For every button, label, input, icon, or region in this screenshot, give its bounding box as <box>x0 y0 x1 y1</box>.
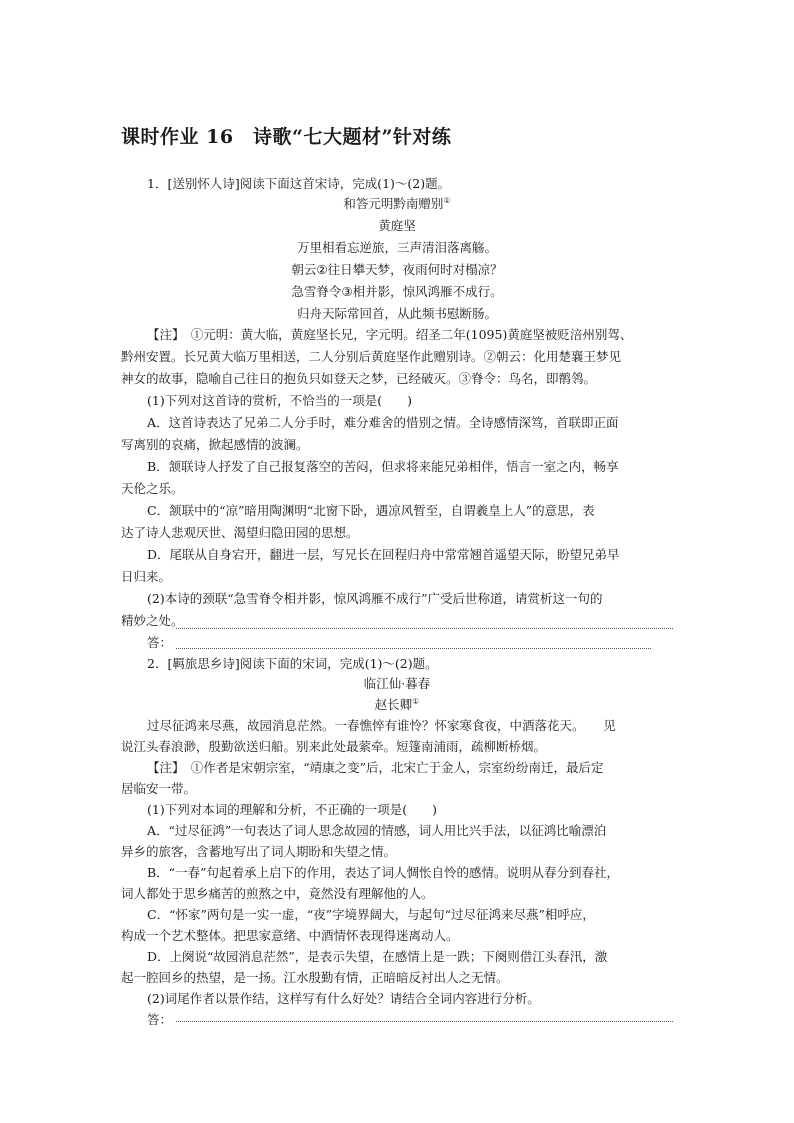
q1-poem-title-note: ① <box>443 196 451 205</box>
q1-poem-title: 和答元明黔南赠别① <box>343 196 451 211</box>
page-title: 课时作业 16 诗歌“七大题材”针对练 <box>121 126 452 148</box>
q1-answer-line[interactable] <box>176 628 673 629</box>
q1-note-line: 黔州安置。长兄黄大临万里相送，二人分别后黄庭坚作此赠别诗。②朝云：化用楚襄王梦见 <box>121 349 622 364</box>
q1-option-b: B．颔联诗人抒发了自己报复落空的苦闷，但求将来能兄弟相伴，悟言一室之内，畅享 <box>147 459 619 474</box>
q2-answer-line[interactable] <box>176 1021 673 1022</box>
q1-option-d-cont: 日归来。 <box>121 569 172 584</box>
q2-poem-line: 过尽征鸿来尽燕，故园消息茫然。一春憔悴有谁怜？怀家寒食夜，中酒落花天。 见 <box>147 718 616 733</box>
q2-option-b-cont: 词人都处于思乡痛苦的煎熬之中，竟然没有理解他的人。 <box>121 886 434 901</box>
q1-verse: 朝云②往日攀天梦，夜雨何时对榻凉？ <box>291 262 503 277</box>
q1-option-a-cont: 写离别的哀痛，掀起感情的波澜。 <box>121 437 309 452</box>
q2-note-line: 【注】 ①作者是宋朝宗室，“靖康之变”后，北宋亡于金人，宗室纷纷南迁，最后定 <box>147 760 604 775</box>
q2-poem-line: 说江头春浪渺，殷勤欲送归船。别来此处最萦牵。短篷南浦雨，疏柳断桥烟。 <box>121 739 547 754</box>
q1-verse: 万里相看忘逆旅，三声清泪落离觞。 <box>296 240 497 255</box>
question-2-intro: 2．[羁旅思乡诗]阅读下面的宋词，完成(1)～(2)题。 <box>147 656 438 671</box>
q1-option-d: D．尾联从自身宕开，翻进一层，写兄长在回程归舟中常常翘首遥望天际，盼望兄弟早 <box>147 547 620 562</box>
q2-option-a-cont: 异乡的旅客，含蓄地写出了词人期盼和失望之情。 <box>121 844 397 859</box>
q2-option-a: A．“过尽征鸿”一句表达了词人思念故园的情感，词人用比兴手法，以征鸿比喻漂泊 <box>147 823 607 838</box>
q1-poem-author: 黄庭坚 <box>378 218 416 233</box>
q2-note-line: 居临安一带。 <box>121 781 197 796</box>
q2-option-b: B．“一春”句起着承上启下的作用，表达了词人惆怅自怜的感情。说明从春分到春社， <box>147 865 619 880</box>
q1-sub-question-2: (2)本诗的颈联“急雪脊令相并影，惊风鸿雁不成行”广受后世称道，请赏析这一句的 <box>147 591 603 606</box>
q2-poem-author: 赵长卿① <box>374 697 420 712</box>
q2-option-d-cont: 起一腔回乡的热望，是一扬。江水殷勤有情，正暗暗反衬出人之无情。 <box>121 970 509 985</box>
q1-sub-question-2-cont: 精妙之处。 <box>121 613 184 628</box>
q1-sub-question-1: (1)下列对这首诗的赏析，不恰当的一项是( ) <box>147 393 412 408</box>
q2-answer-label: 答： <box>147 1012 173 1027</box>
q2-sub-question-1: (1)下列对本词的理解和分析，不正确的一项是( ) <box>147 802 437 817</box>
q1-option-c-cont: 达了诗人悲观厌世、渴望归隐田园的思想。 <box>121 525 359 540</box>
q1-option-c: C．颔联中的“凉”暗用陶渊明“北窗下卧，遇凉风暂至，自谓羲皇上人”的意思，表 <box>147 503 595 518</box>
q2-option-c-cont: 构成一个艺术整体。把思家意绪、中酒情怀表现得迷离动人。 <box>121 928 459 943</box>
question-1-intro: 1．[送别怀人诗]阅读下面这首宋诗，完成(1)～(2)题。 <box>147 176 451 191</box>
q1-verse: 归舟天际常回首，从此频书慰断肠。 <box>296 306 497 321</box>
q1-answer-line[interactable] <box>176 648 651 649</box>
q2-option-c: C．“怀家”两句是一实一虚，“夜”字境界阔大，与起句“过尽征鸿来尽燕”相呼应， <box>147 907 595 922</box>
q2-option-d: D．上阕说“故园消息茫然”，是表示失望，在感情上是一跌；下阕则借江头春汛，激 <box>147 949 608 964</box>
q1-option-b-cont: 天伦之乐。 <box>121 481 184 496</box>
q1-note-line: 神女的故事，隐喻自己往日的抱负只如登天之梦，已经破灭。③脊令：鸟名，即鹡鸰。 <box>121 371 597 386</box>
q2-poem-title: 临江仙·暮春 <box>363 676 431 691</box>
q1-answer-label: 答： <box>147 635 173 650</box>
q1-note-line: 【注】 ①元明：黄大临，黄庭坚长兄，字元明。绍圣二年(1095)黄庭坚被贬涪州别驾、 <box>147 327 633 342</box>
q2-sub-question-2: (2)词尾作者以景作结，这样写有什么好处？请结合全词内容进行分析。 <box>147 991 540 1006</box>
q2-author-note: ① <box>412 697 420 706</box>
q1-verse: 急雪脊令③相并影，惊风鸿雁不成行。 <box>291 284 503 299</box>
q1-option-a: A．这首诗表达了兄弟二人分手时，难分难舍的惜别之情。全诗感情深笃，首联即正面 <box>147 415 619 430</box>
